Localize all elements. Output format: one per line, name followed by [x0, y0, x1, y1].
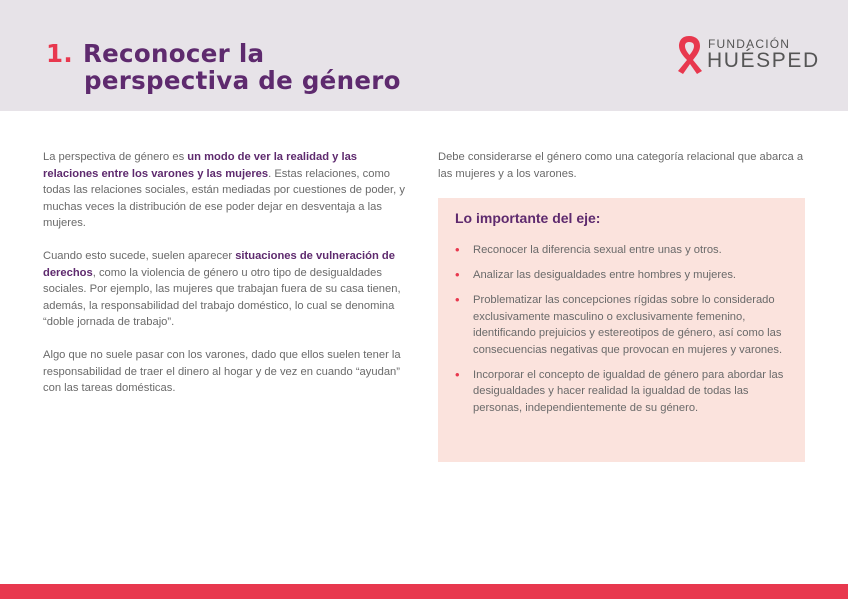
footer-accent-bar	[0, 584, 848, 599]
paragraph-1: La perspectiva de género es un modo de ver la realidad y las relaciones entre los varones y las mujeres. Estas relaciones, como todas las relaciones sociales, están mediadas por cuestiones de poder, y muchas veces la distribución de ese poder dejar en desventaja a las mujeres.	[43, 151, 405, 229]
section-number: 1.	[46, 39, 73, 68]
key-points-list	[455, 242, 790, 416]
logo-huesped-text: HUÉSPED	[707, 49, 820, 72]
logo-fundacion-text: FUNDACIÓN	[708, 37, 791, 51]
key-points-box	[438, 198, 805, 462]
emphasis-text: situaciones de vulneración de derechos	[43, 250, 395, 279]
paragraph-3: Algo que no suele pasar con los varones, dado que ellos suelen tener la responsabilidad de traer el dinero al hogar y de vez en cuando “ayudan” con las tareas domésticas.	[43, 349, 401, 394]
list-item: • Analizar las desigualdades entre hombres y mujeres.	[455, 267, 737, 282]
bullet-icon: •	[455, 242, 460, 257]
list-item: • Reconocer la diferencia sexual entre unas y otros.	[455, 242, 722, 257]
page-title	[46, 40, 401, 94]
box-title: Lo importante del eje:	[455, 210, 601, 226]
list-item: • Incorporar el concepto de igualdad de género para abordar las desigualdades y hacer realidad la igualdad de todas las personas, independientemente de su género.	[455, 366, 784, 414]
bullet-icon: •	[455, 366, 460, 382]
header-band	[0, 0, 848, 111]
title-line-1: Reconocer la	[82, 39, 265, 68]
ribbon-icon	[674, 33, 704, 75]
title-line-2: perspectiva de género	[84, 66, 401, 95]
paragraph-2: Cuando esto sucede, suelen aparecer situaciones de vulneración de derechos, como la violencia de género u otro tipo de desigualdades sociales. Por ejemplo, las mujeres que trabajan fuera de su casa tienen, además, la responsabilidad del trabajo doméstico, lo cual se denomina “doble jornada de trabajo”.	[43, 250, 401, 328]
emphasis-text: un modo de ver la realidad y las relaciones entre los varones y las mujeres	[43, 151, 358, 180]
bullet-icon: •	[455, 292, 460, 307]
bullet-icon: •	[455, 267, 460, 282]
list-item: • Problematizar las concepciones rígidas sobre lo considerado exclusivamente masculino o exclusivamente femenino, identificando prejuicios y estereotipos de género, así como las consecuencias negativas que provocan en mujeres y varones.	[455, 292, 783, 356]
left-column	[43, 149, 411, 413]
intro-paragraph: Debe considerarse el género como una categoría relacional que abarca a las mujeres y a los varones.	[438, 151, 804, 180]
right-column-intro	[438, 149, 810, 182]
